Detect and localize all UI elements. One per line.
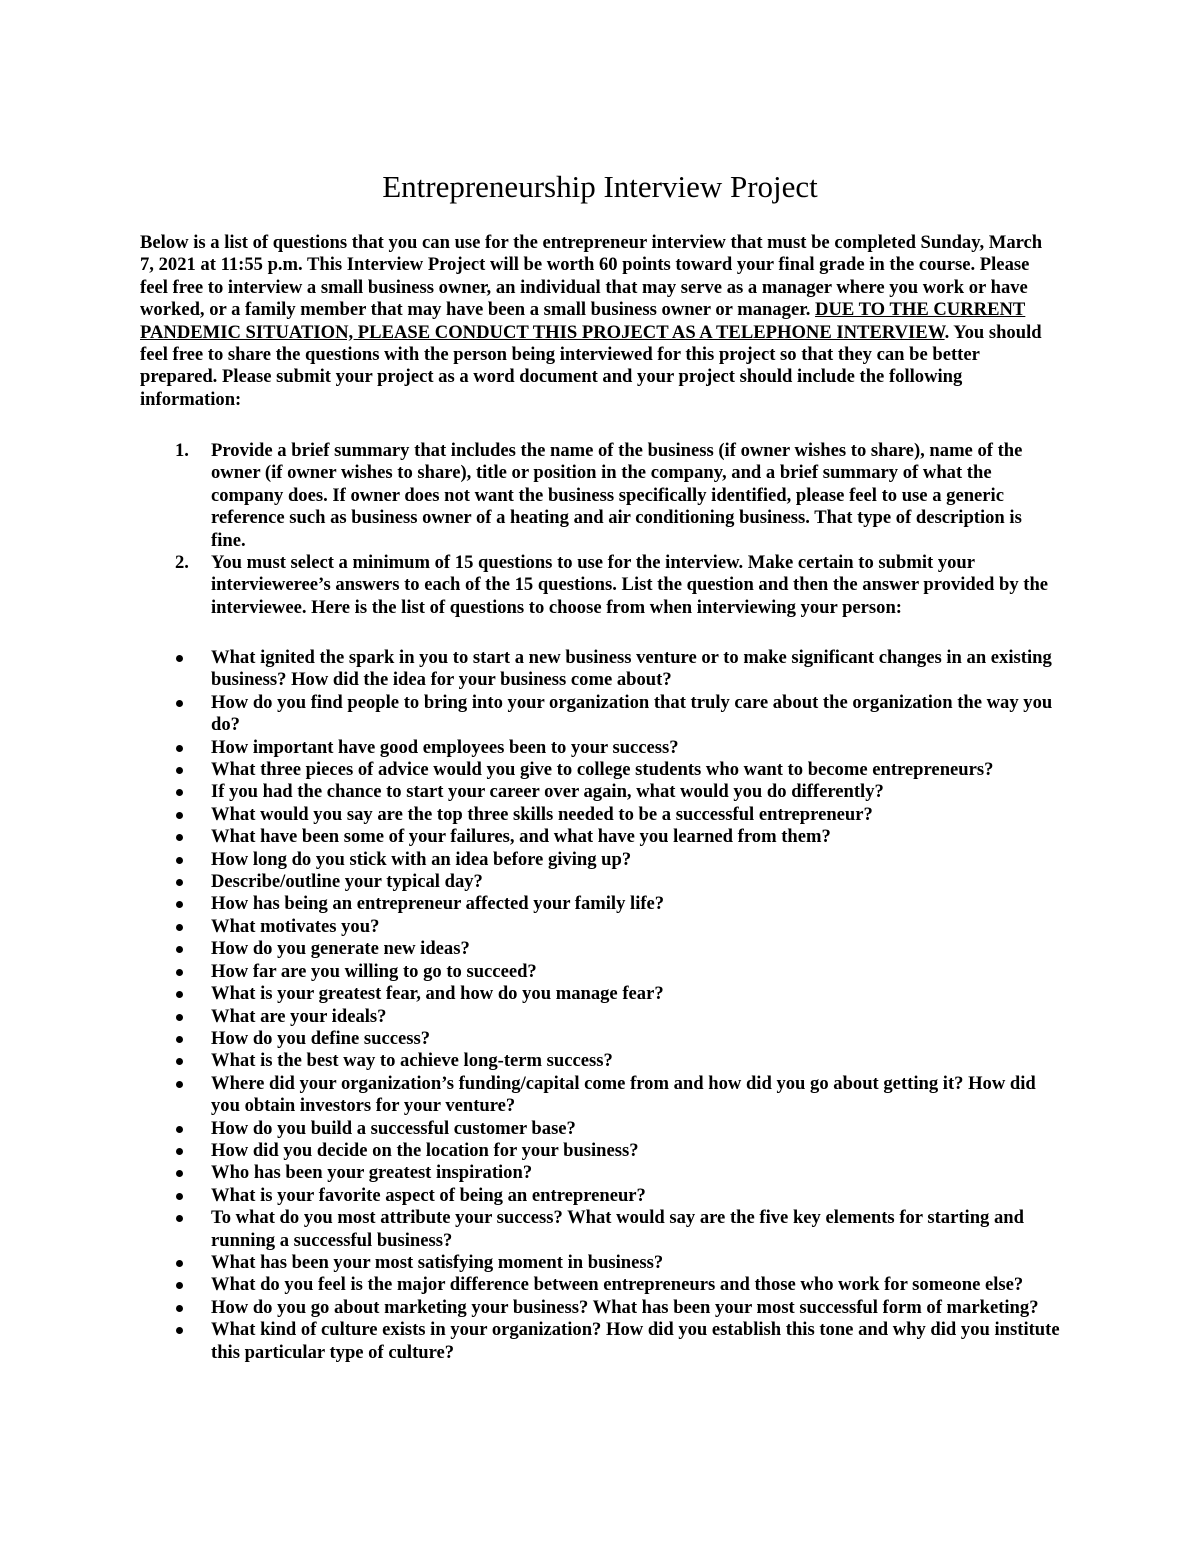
question-item — [140, 647, 1060, 692]
bullet-icon — [176, 834, 183, 841]
question-item — [140, 938, 1060, 960]
bullet-icon — [176, 1260, 183, 1267]
bullet-icon — [176, 1148, 183, 1155]
question-text: How did you decide on the location for your business? — [211, 1139, 639, 1161]
bullet-icon — [176, 1215, 183, 1222]
bullet-icon — [176, 1170, 183, 1177]
question-text: What do you feel is the major difference between entrepreneurs and those who work for someone else? — [211, 1274, 1024, 1296]
bullet-icon — [176, 946, 183, 953]
bullet-icon — [176, 1081, 183, 1088]
bullet-icon — [176, 1014, 183, 1021]
question-item — [140, 692, 1060, 737]
question-text: How do you define success? — [211, 1027, 431, 1049]
question-text: How has being an entrepreneur affected your family life? — [211, 893, 665, 915]
bullet-icon — [176, 1305, 183, 1312]
question-text: What have been some of your failures, and what have you learned from them? — [211, 826, 831, 848]
question-text: How do you go about marketing your business? What has been your most successful form of marketing? — [211, 1296, 1039, 1318]
question-item — [140, 1207, 1060, 1252]
question-text: To what do you most attribute your success? What would say are the five key elements for starting and running a successful business? — [211, 1207, 1024, 1251]
bullet-icon — [176, 745, 183, 752]
question-item — [140, 849, 1060, 871]
bullet-icon — [176, 789, 183, 796]
question-item — [140, 1185, 1060, 1207]
bullet-icon — [176, 1282, 183, 1289]
bullet-icon — [176, 1327, 183, 1334]
question-item — [140, 1050, 1060, 1072]
item-text: Provide a brief summary that includes the name of the business (if owner wishes to share), name of the owner (if owner wishes to share), title or position in the company, and a brief summary of what the company does. If owner does not want the business specifically identified, please feel to use a generic reference such as business owner of a heating and air conditioning business. That type of description is fine. — [211, 440, 1023, 551]
bullet-icon — [176, 700, 183, 707]
bullet-icon — [176, 991, 183, 998]
question-item — [140, 1140, 1060, 1162]
item-number: 2. — [175, 552, 189, 574]
numbered-instructions — [140, 440, 1060, 619]
question-text: What would you say are the top three skills needed to be a successful entrepreneur? — [211, 803, 873, 825]
numbered-item-1 — [140, 440, 1060, 552]
question-text: Describe/outline your typical day? — [211, 871, 483, 893]
question-text: If you had the chance to start your career over again, what would you do differently? — [211, 781, 884, 803]
intro-paragraph — [140, 232, 1060, 411]
document-title: Entrepreneurship Interview Project — [382, 169, 818, 204]
question-text: Who has been your greatest inspiration? — [211, 1162, 533, 1184]
question-item — [140, 1028, 1060, 1050]
question-text: What is your greatest fear, and how do you manage fear? — [211, 983, 664, 1005]
bullet-icon — [176, 1058, 183, 1065]
bullet-icon — [176, 969, 183, 976]
question-text: What has been your most satisfying moment in business? — [211, 1251, 664, 1273]
numbered-item-2 — [140, 552, 1060, 619]
item-number: 1. — [175, 440, 189, 461]
question-text: How far are you willing to go to succeed? — [211, 960, 537, 982]
question-text: What ignited the spark in you to start a new business venture or to make significant changes in an existing business? How did the idea for your business come about? — [211, 647, 1052, 691]
question-item — [140, 983, 1060, 1005]
question-item — [140, 1073, 1060, 1118]
question-item — [140, 871, 1060, 893]
question-item — [140, 737, 1060, 759]
question-text: What are your ideals? — [211, 1005, 387, 1027]
question-item — [140, 916, 1060, 938]
bullet-icon — [176, 857, 183, 864]
question-text: How do you find people to bring into your organization that truly care about the organization the way you do? — [211, 691, 1053, 736]
bullet-icon — [176, 812, 183, 819]
question-text: What is your favorite aspect of being an entrepreneur? — [211, 1184, 646, 1206]
question-text: How important have good employees been to your success? — [211, 736, 679, 758]
question-text: How do you generate new ideas? — [211, 938, 470, 960]
question-list — [140, 647, 1060, 1364]
question-text: What kind of culture exists in your organization? How did you establish this tone and why did you institute this particular type of culture? — [211, 1319, 1060, 1363]
question-text: What is the best way to achieve long-term success? — [211, 1050, 613, 1072]
bullet-icon — [176, 655, 183, 662]
question-item — [140, 826, 1060, 848]
question-item — [140, 1252, 1060, 1274]
item-text: You must select a minimum of 15 questions to use for the interview. Make certain to submit your intervieweree’s answers to each of the 15 questions. List the question and then the answer provided by the interviewee. Here is the list of questions to choose from when interviewing your person: — [211, 552, 1049, 618]
question-item — [140, 1319, 1060, 1364]
bullet-icon — [176, 901, 183, 908]
question-text: How long do you stick with an idea before giving up? — [211, 848, 632, 870]
question-item — [140, 804, 1060, 826]
question-text: What three pieces of advice would you give to college students who want to become entrepreneurs? — [211, 759, 994, 781]
bullet-icon — [176, 879, 183, 886]
bullet-icon — [176, 924, 183, 931]
question-item — [140, 781, 1060, 803]
intro-text-part-2: . You should feel free to share the questions with the person being interviewed for this project so that they can be better prepared. Please submit your project as a word document and your project should include the following information: — [140, 321, 1042, 410]
question-item — [140, 893, 1060, 915]
question-item — [140, 1006, 1060, 1028]
question-item — [140, 1274, 1060, 1296]
bullet-icon — [176, 1036, 183, 1043]
question-item — [140, 759, 1060, 781]
question-item — [140, 1162, 1060, 1184]
bullet-icon — [176, 1193, 183, 1200]
question-text: What motivates you? — [211, 915, 380, 937]
intro-underlined-notice: DUE TO THE CURRENT PANDEMIC SITUATION, PLEASE CONDUCT THIS PROJECT AS A TELEPHONE INTERVIEW — [140, 299, 1026, 343]
question-text: Where did your organization’s funding/capital come from and how did you go about getting it? How did you obtain investors for your venture? — [211, 1072, 1036, 1117]
bullet-icon — [176, 767, 183, 774]
intro-text-part-1: Below is a list of questions that you can use for the entrepreneur interview that must be completed Sunday, March 7, 2021 at 11:55 p.m. This Interview Project will be worth 60 points toward your final grade in the course. Please feel free to interview a small business owner, an individual that may serve as a manager where you work or have worked, or a family member that may have been a small business owner or manager. — [140, 232, 1043, 321]
question-item — [140, 1297, 1060, 1319]
bullet-icon — [176, 1126, 183, 1133]
question-text: How do you build a successful customer base? — [211, 1117, 576, 1139]
question-item — [140, 1118, 1060, 1140]
question-item — [140, 961, 1060, 983]
